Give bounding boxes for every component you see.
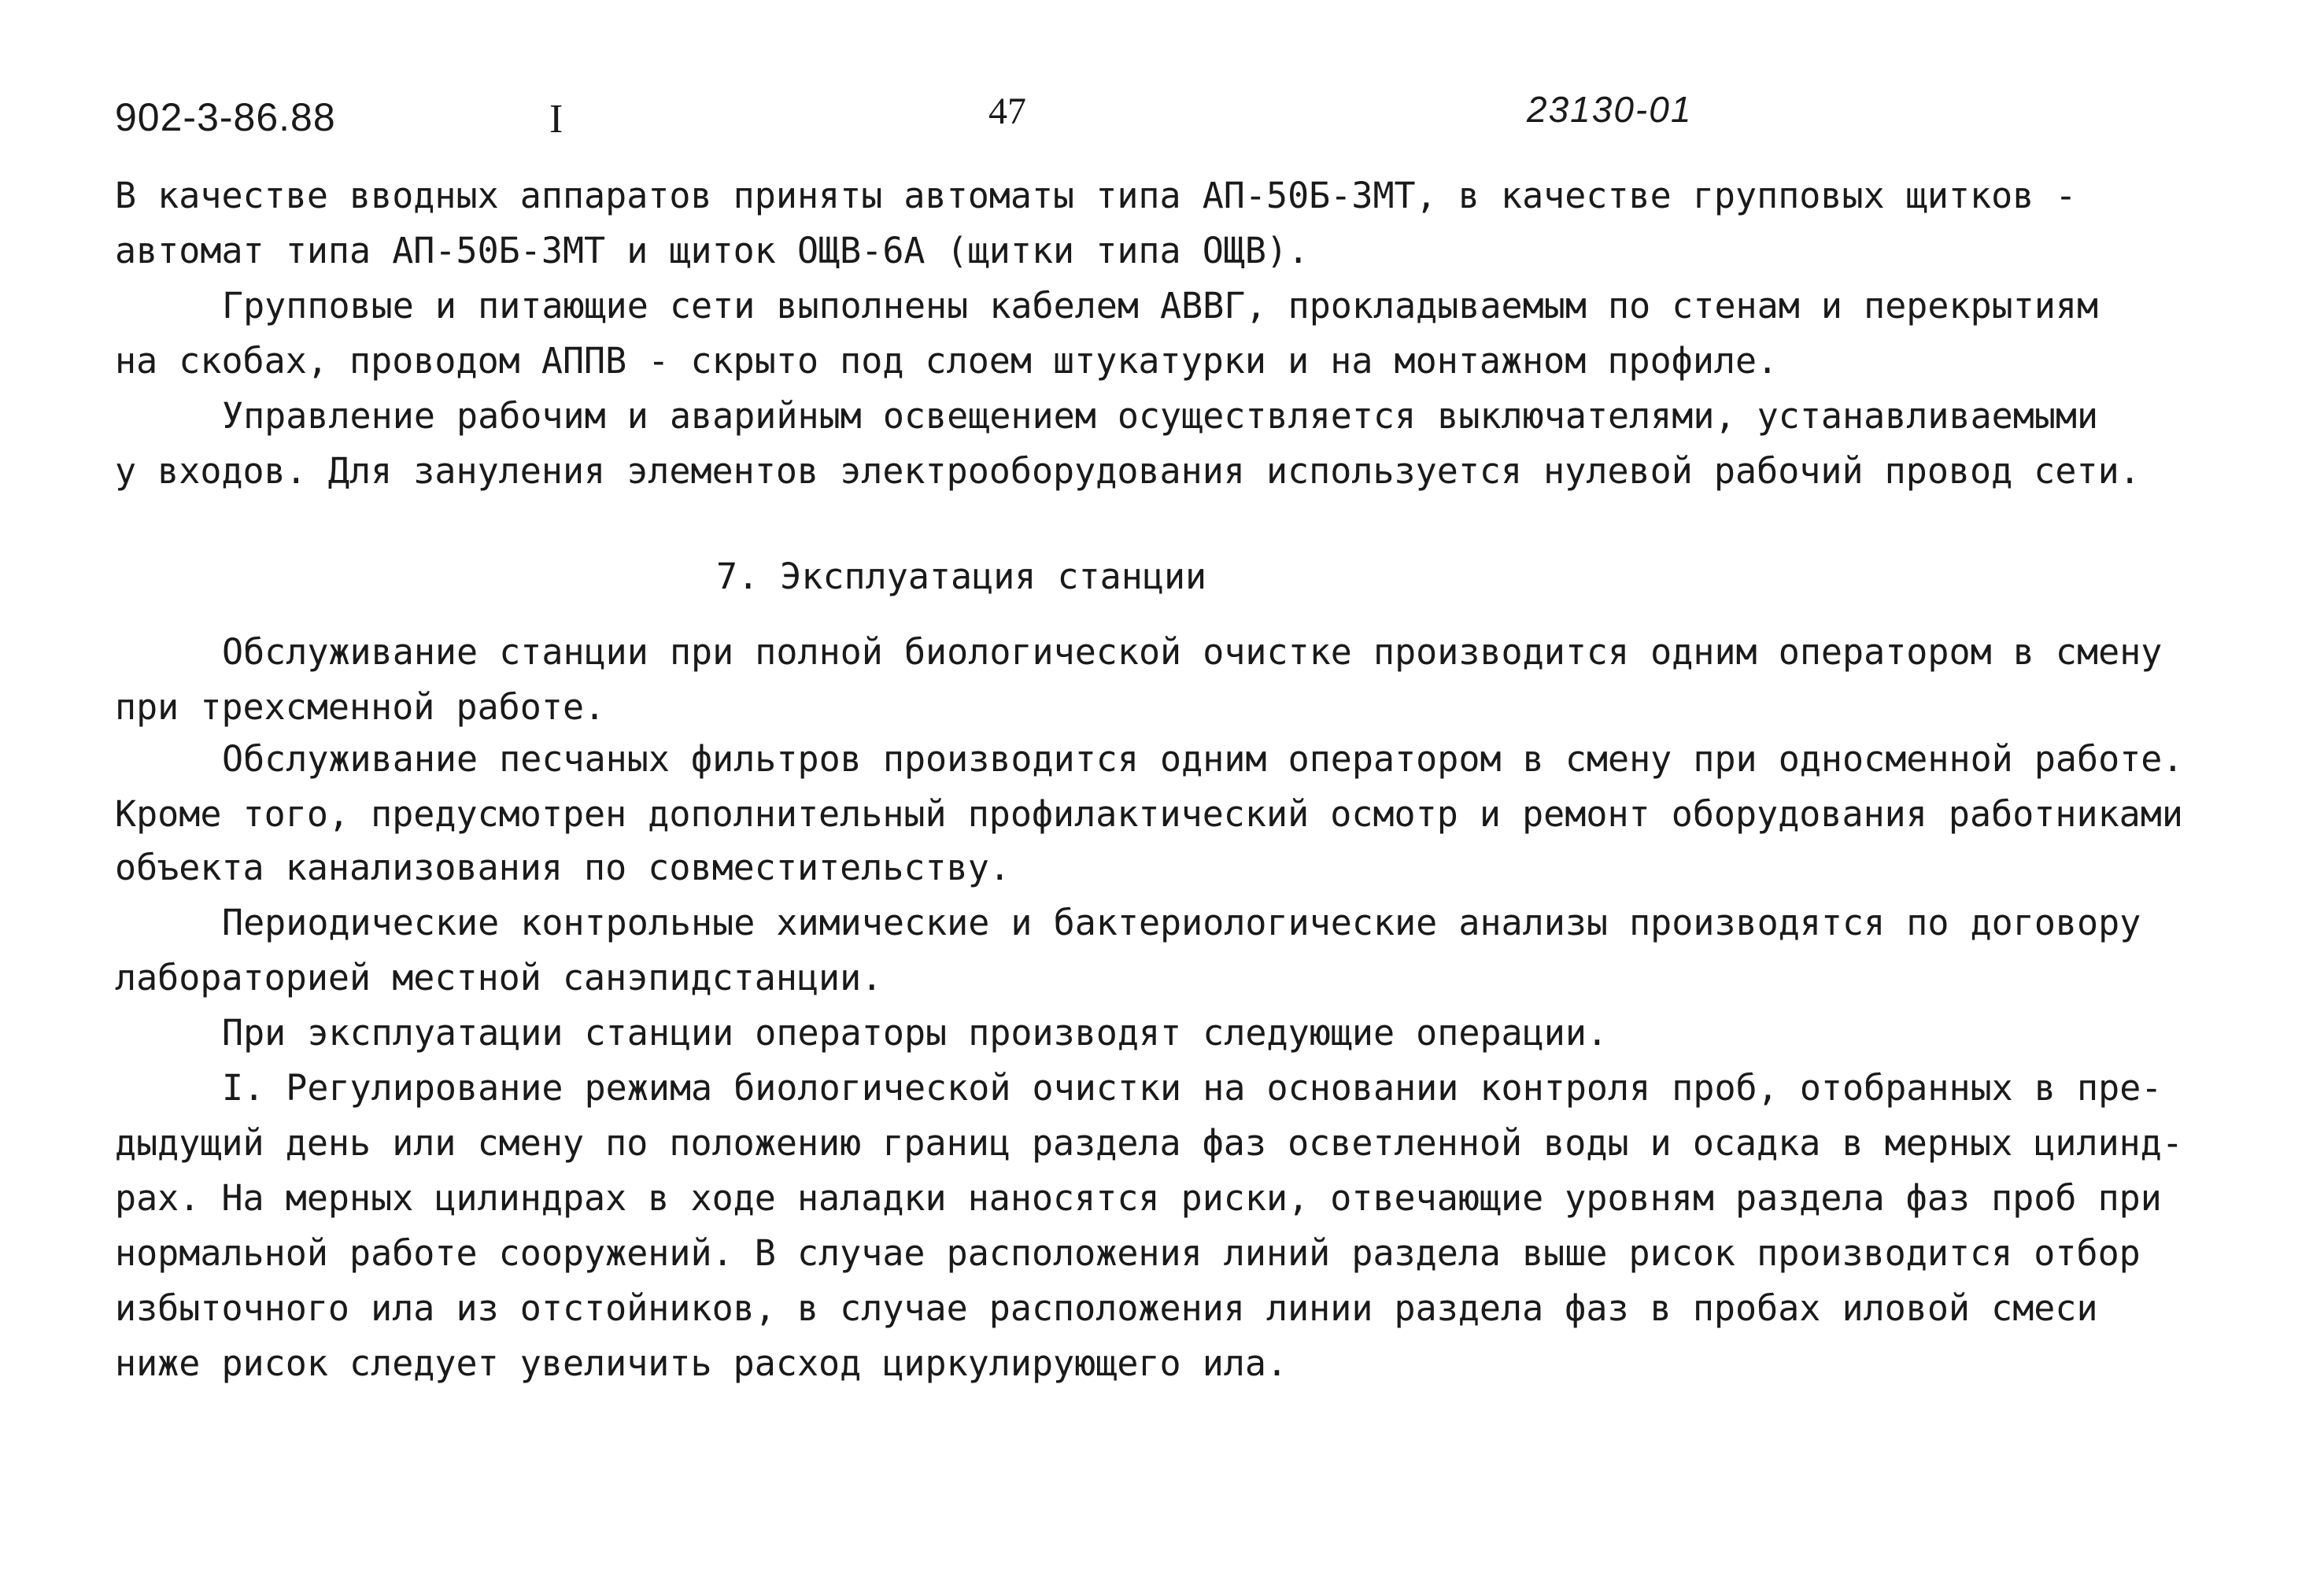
document-code: 902-3-86.88 [115,95,336,139]
text-line: В качестве вводных аппаратов приняты автоматы типа АП-50Б-3МТ, в качестве групповых щитков - [115,175,2077,216]
text-line: Периодические контрольные химические и бактериологические анализы производятся по договору [222,902,2141,943]
text-line: лабораторией местной санэпидстанции. [115,957,883,999]
section-heading: 7. Эксплуатация станции [716,556,1207,597]
text-line: объекта канализования по совместительству. [115,847,1011,888]
text-line: ниже рисок следует увеличить расход циркулирующего ила. [115,1342,1288,1384]
text-line: Обслуживание песчаных фильтров производится одним оператором в смену при односменной работе. [222,738,2184,780]
text-line: Групповые и питающие сети выполнены кабелем АВВГ, прокладываемым по стенам и перекрытиям [222,285,2099,327]
document-part-number: I [549,97,563,142]
sheet-code: 23130-01 [1527,89,1693,130]
text-line: автомат типа АП-50Б-3МТ и щиток ОЩВ-6А (щитки типа ОЩВ). [115,230,1310,271]
text-line: Кроме того, предусмотрен дополнительный профилактический осмотр и ремонт оборудования работниками [115,793,2183,835]
text-line: на скобах, проводом АППВ - скрыто под слоем штукатурки и на монтажном профиле. [115,340,1779,382]
page-number: 47 [988,90,1026,132]
text-line: I. Регулирование режима биологической очистки на основании контроля проб, отобранных в пре- [222,1067,2163,1109]
text-line: избыточного ила из отстойников, в случае расположения линии раздела фаз в пробах иловой смеси [115,1287,2098,1329]
text-line: нормальной работе сооружений. В случае расположения линий раздела выше рисок производится отбор [115,1232,2141,1274]
text-line: рах. На мерных цилиндрах в ходе наладки наносятся риски, отвечающие уровням раздела фаз проб при [115,1177,2162,1219]
text-line: Управление рабочим и аварийным освещением осуществляется выключателями, устанавливаемыми [222,395,2099,437]
text-line: у входов. Для зануления элементов электрооборудования используется нулевой рабочий провод сети. [115,450,2141,492]
text-line: При эксплуатации станции операторы производят следующие операции. [222,1012,1608,1054]
text-line: дыдущий день или смену по положению границ раздела фаз осветленной воды и осадка в мерных цилинд- [115,1122,2183,1164]
text-line: Обслуживание станции при полной биологической очистке производится одним оператором в смену [222,631,2163,673]
text-line: при трехсменной работе. [115,686,606,728]
